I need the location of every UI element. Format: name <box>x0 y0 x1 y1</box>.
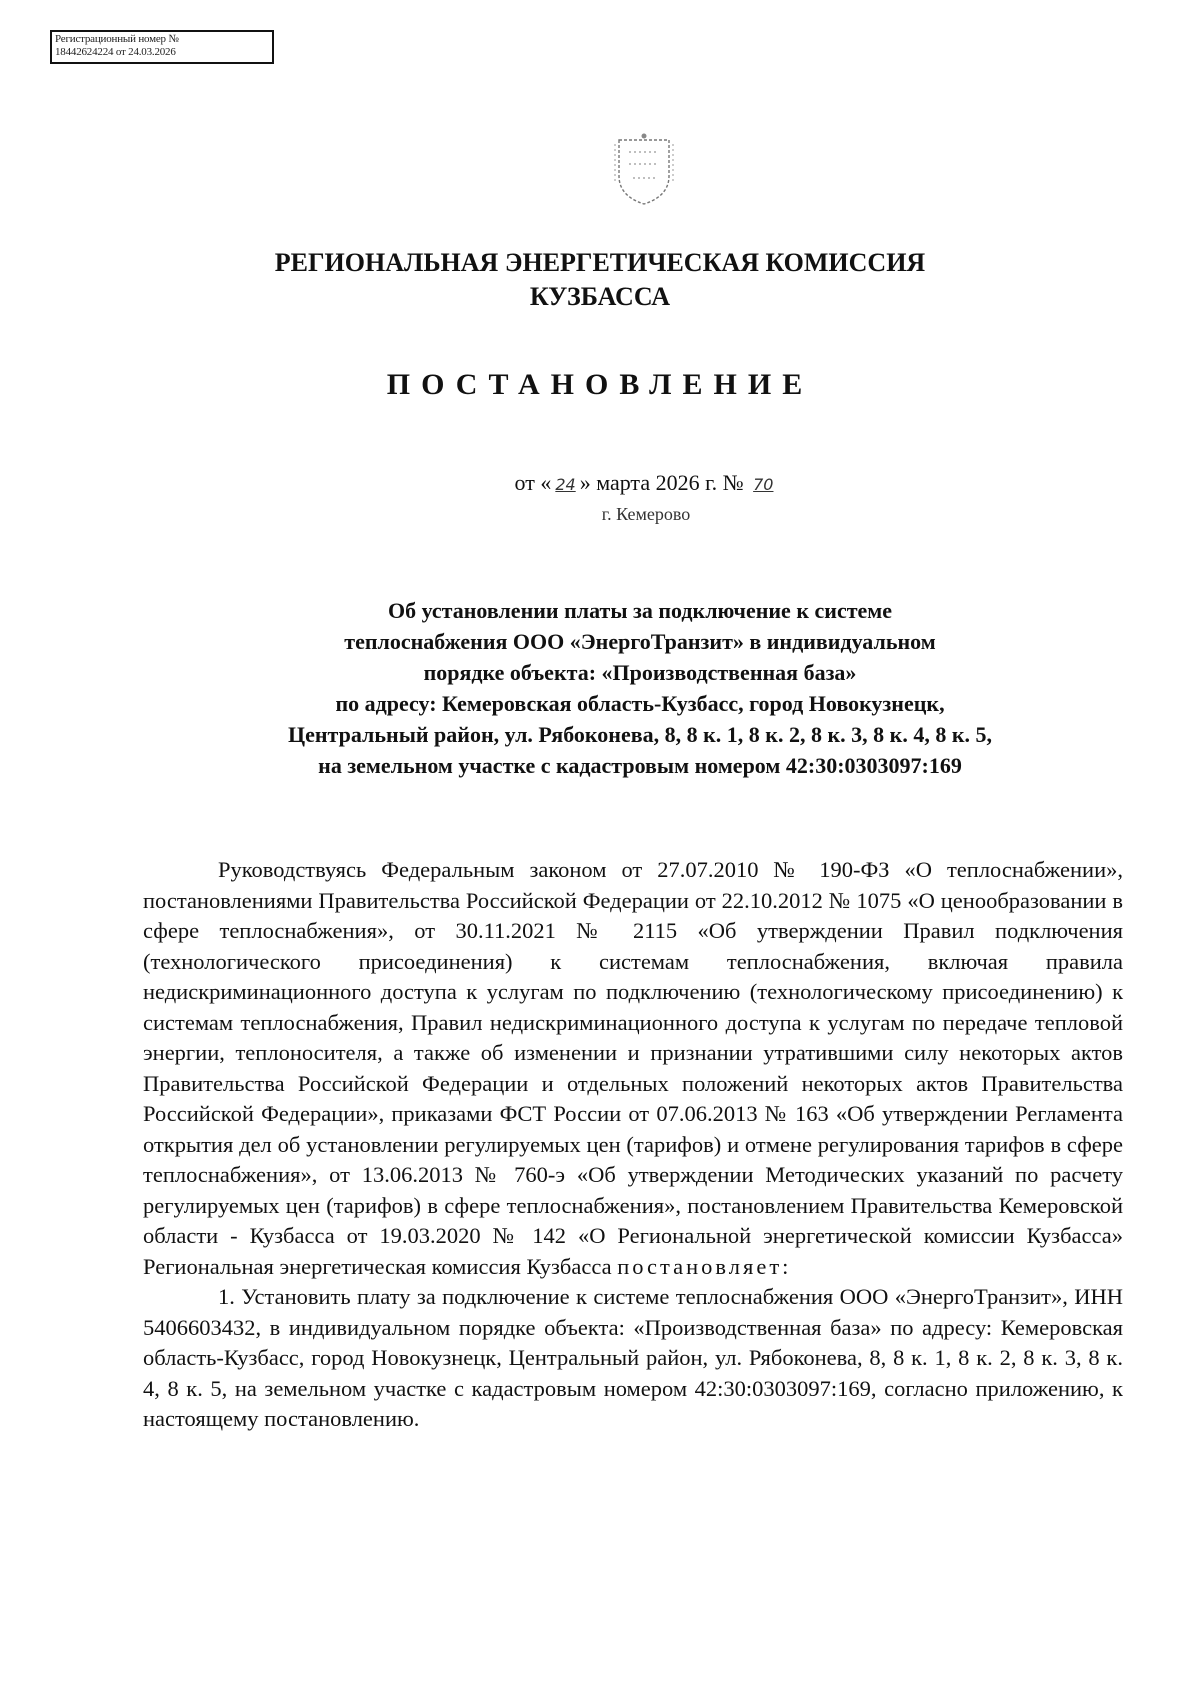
registration-number: 18442624224 от 24.03.2026 <box>55 46 176 58</box>
item-1-paragraph: 1. Установить плату за подключение к системе теплоснабжения ООО «ЭнергоТранзит», ИНН 5406603432, в индивидуальном порядке объекта: «Производственная база» по адресу: Кемеровская область-Кузбасс, город Новокузнецк, Центральный район, ул. Рябоконева, 8, 8 к. 1, 8 к. 2, 8 к. 3, 8 к. 4, 8 к. 5, на земельном участке с кадастровым номером 42:30:0303097:169, согласно приложению, к настоящему постановлению. <box>143 1284 1123 1431</box>
date-middle: » марта 2026 г. № <box>579 470 744 495</box>
title-line: по адресу: Кемеровская область-Кузбасс, город Новокузнецк, <box>335 691 945 716</box>
registration-stamp <box>50 30 274 64</box>
organization-name-line1: РЕГИОНАЛЬНАЯ ЭНЕРГЕТИЧЕСКАЯ КОМИССИЯ <box>274 248 926 277</box>
decree-word: постановляет: <box>617 1253 792 1279</box>
preamble-paragraph <box>143 855 1123 1282</box>
document-title <box>150 595 1130 781</box>
document-number: 70 <box>753 475 774 494</box>
document-city: г. Кемерово <box>601 504 691 524</box>
date-prefix: от « <box>514 470 552 495</box>
registration-label: Регистрационный номер № <box>55 33 179 45</box>
title-line: Центральный район, ул. Рябоконева, 8, 8 к. 1, 8 к. 2, 8 к. 3, 8 к. 4, 8 к. 5, <box>287 722 992 747</box>
title-line: Об установлении платы за подключение к системе <box>387 598 893 623</box>
preamble-text: Руководствуясь Федеральным законом от 27.07.2010 № 190-ФЗ «О теплоснабжении», постановлениями Правительства Российской Федерации от 22.10.2012 № 1075 «О ценообразовании в сфере теплоснабжения», от 30.11.2021 № 2115 «Об утверждении Правил подключения (технологического присоединения) к системам теплоснабжения, включая правила недискриминационного доступа к услугам по подключению (технологическому присоединению) к системам теплоснабжения, Правил недискриминационного доступа к услугам по передаче тепловой энергии, теплоносителя, а также об изменении и признании утратившими силу некоторых актов Правительства Российской Федерации и отдельных положений некоторых актов Правительства Российской Федерации», приказами ФСТ России от 07.06.2013 № 163 «Об утверждении Регламента открытия дел об установлении регулируемых цен (тарифов) и отмене регулирования тарифов в сфере теплоснабжения», от 13.06.2013 № 760-э «Об утверждении Методических указаний по расчету регулируемых цен (тарифов) в сфере теплоснабжения», постановлением Правительства Кемеровской области - Кузбасса от 19.03.2020 № 142 «О Региональной энергетической комиссии Кузбасса» Региональная энергетическая комиссия Кузбасса <box>143 857 1123 1279</box>
organization-name-line2: КУЗБАССА <box>529 282 671 311</box>
title-line: на земельном участке с кадастровым номером 42:30:0303097:169 <box>318 753 962 778</box>
coat-of-arms-icon <box>611 132 677 208</box>
title-line: порядке объекта: «Производственная база» <box>423 660 857 685</box>
document-date-line <box>0 470 1200 496</box>
document-body <box>143 855 1123 1435</box>
organization-header <box>0 246 1200 314</box>
date-day: 24 <box>555 475 576 494</box>
title-line: теплоснабжения ООО «ЭнергоТранзит» в индивидуальном <box>344 629 936 654</box>
document-type: ПОСТАНОВЛЕНИЕ <box>386 368 814 401</box>
